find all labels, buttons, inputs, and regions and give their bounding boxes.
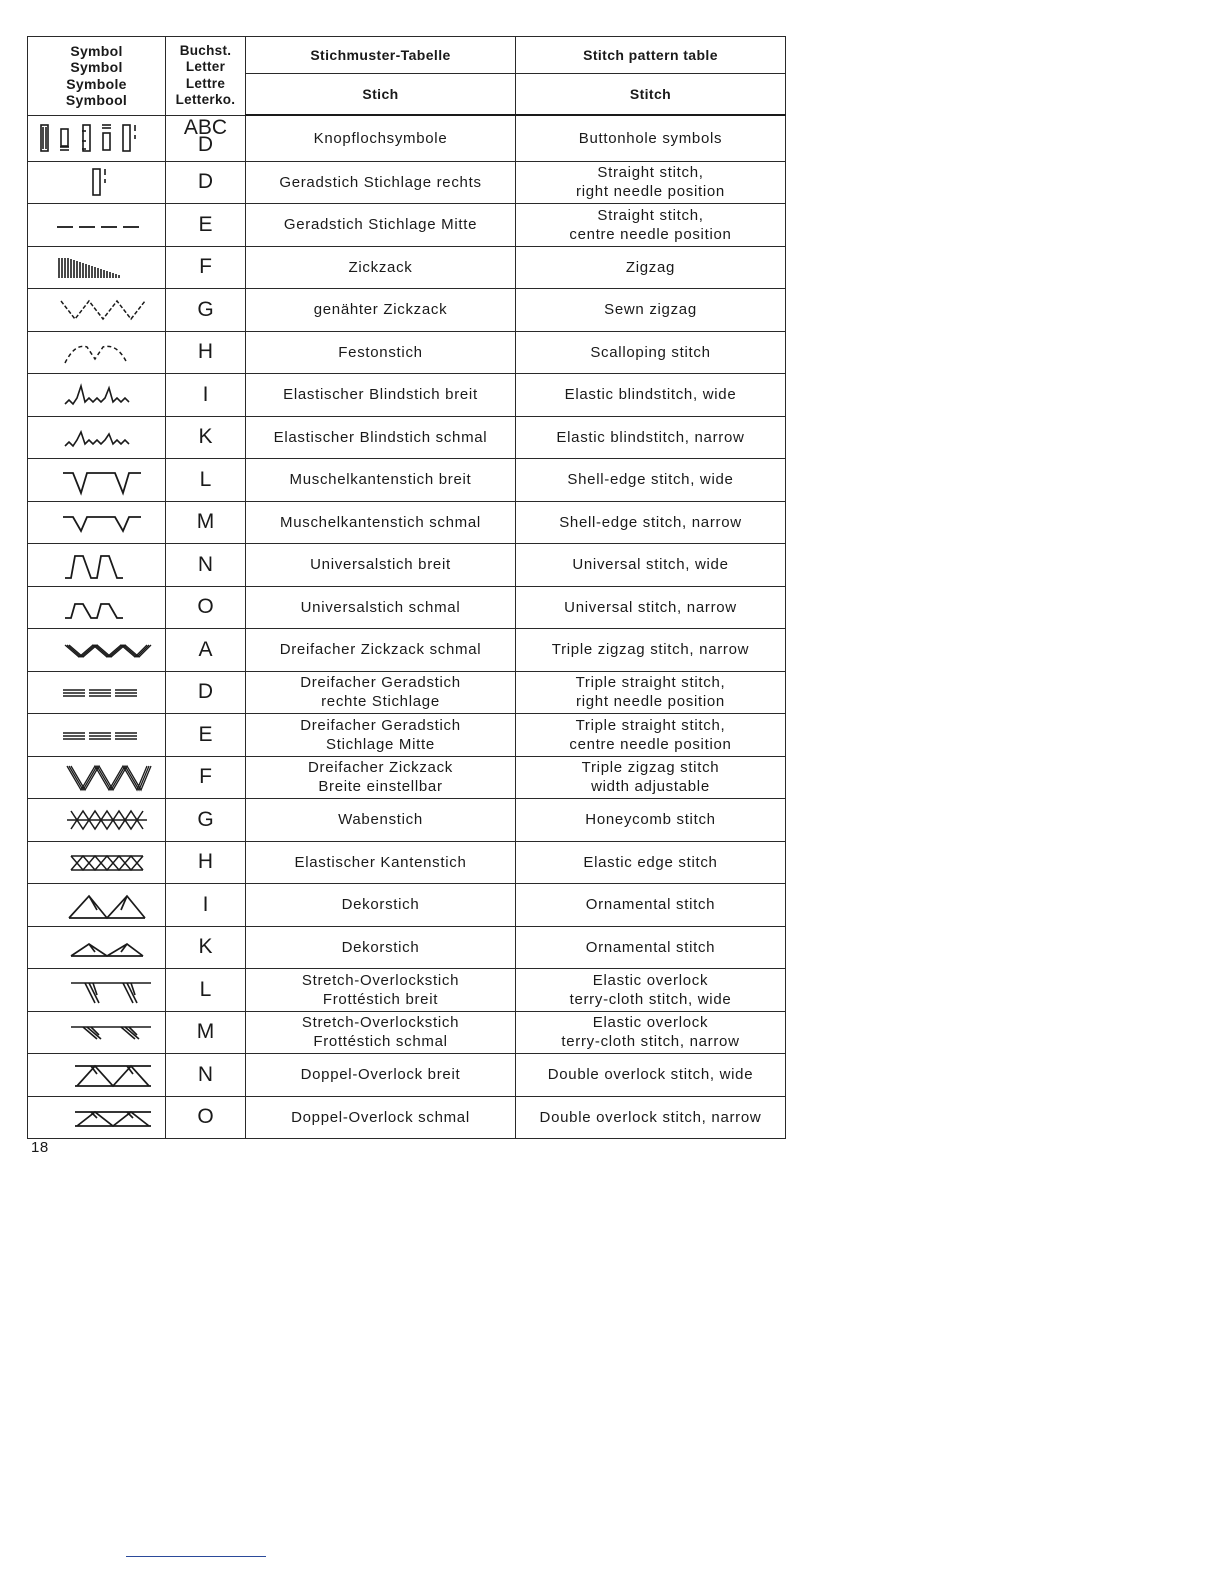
header-english-sub: Stitch	[516, 74, 786, 116]
table-row	[28, 416, 786, 459]
triple-zigzag-adjustable-icon	[35, 760, 159, 794]
table-row	[28, 841, 786, 884]
header-symbol-nl: Symbool	[65, 92, 128, 109]
english-cell	[516, 969, 786, 1012]
symbol-cell	[28, 544, 166, 587]
symbol-cell	[28, 501, 166, 544]
german-text: Muschelkantenstich schmal	[280, 513, 481, 531]
german-cell	[246, 115, 516, 161]
german-text: Elastischer Blindstich breit	[283, 386, 478, 404]
letter-cell: H	[166, 331, 246, 374]
symbol-cell	[28, 629, 166, 672]
german-cell	[246, 629, 516, 672]
english-text: Zigzag	[625, 258, 676, 276]
letter-cell: O	[166, 586, 246, 629]
english-cell	[516, 756, 786, 799]
letter-line: D	[197, 133, 214, 156]
english-cell	[516, 629, 786, 672]
letter-cell: D	[166, 671, 246, 714]
english-text: Universal stitch, narrow	[564, 598, 737, 616]
elastic-edge-icon	[35, 845, 159, 879]
german-cell	[246, 969, 516, 1012]
english-cell	[516, 586, 786, 629]
german-text: Geradstich Stichlage rechts	[279, 173, 482, 191]
symbol-cell	[28, 1096, 166, 1139]
header-symbol-en: Symbol	[70, 59, 123, 76]
german-text: Muschelkantenstich breit	[289, 471, 472, 489]
table-row	[28, 289, 786, 332]
english-text: Double overlock stitch, narrow	[539, 1108, 762, 1126]
header-german-sub: Stich	[246, 74, 516, 116]
english-text: terry-cloth stitch, narrow	[561, 1033, 740, 1051]
letter-cell: K	[166, 926, 246, 969]
header-symbol	[28, 37, 166, 116]
german-text: Universalstich breit	[310, 556, 451, 574]
symbol-cell	[28, 714, 166, 757]
symbol-cell	[28, 926, 166, 969]
english-cell	[516, 714, 786, 757]
german-text: Stretch-Overlockstich	[301, 971, 460, 989]
english-text: Straight stitch,	[597, 206, 704, 224]
german-text: Frottéstich schmal	[313, 1033, 448, 1051]
letter-cell: N	[166, 1054, 246, 1097]
german-text: Wabenstich	[338, 811, 423, 829]
zigzag-bars-icon	[35, 250, 159, 284]
header-english-title: Stitch pattern table	[516, 37, 786, 74]
table-row	[28, 926, 786, 969]
english-text: Buttonhole symbols	[578, 129, 723, 147]
header-letter-de: Buchst.	[179, 42, 232, 58]
english-cell	[516, 289, 786, 332]
german-text: Dreifacher Zickzack	[308, 759, 453, 777]
english-cell	[516, 374, 786, 417]
table-row	[28, 161, 786, 204]
german-cell	[246, 586, 516, 629]
table-row	[28, 1054, 786, 1097]
table-row	[28, 671, 786, 714]
straight-centre-icon	[35, 208, 159, 242]
english-cell	[516, 1011, 786, 1054]
german-cell	[246, 416, 516, 459]
table-row	[28, 969, 786, 1012]
honeycomb-icon	[35, 803, 159, 837]
letter-cell: F	[166, 246, 246, 289]
table-row	[28, 544, 786, 587]
english-cell	[516, 459, 786, 502]
double-overlock-wide-icon	[35, 1058, 159, 1092]
universal-wide-icon	[35, 548, 159, 582]
english-cell	[516, 161, 786, 204]
buttonhole-symbols-icon	[35, 119, 159, 157]
german-cell	[246, 1096, 516, 1139]
english-cell	[516, 204, 786, 247]
german-text: Breite einstellbar	[318, 778, 443, 796]
letter-cell: F	[166, 756, 246, 799]
symbol-cell	[28, 841, 166, 884]
table-row	[28, 586, 786, 629]
german-text: rechte Stichlage	[321, 693, 440, 711]
german-cell	[246, 501, 516, 544]
english-cell	[516, 841, 786, 884]
english-cell	[516, 246, 786, 289]
symbol-cell	[28, 289, 166, 332]
german-cell	[246, 246, 516, 289]
letter-cell: M	[166, 1011, 246, 1054]
table-row	[28, 799, 786, 842]
table-row	[28, 459, 786, 502]
letter-cell: K	[166, 416, 246, 459]
german-cell	[246, 204, 516, 247]
german-text: genähter Zickzack	[313, 301, 448, 319]
letter-cell	[166, 115, 246, 161]
english-cell	[516, 331, 786, 374]
english-text: Elastic overlock	[592, 1014, 709, 1032]
symbol-cell	[28, 416, 166, 459]
symbol-cell	[28, 459, 166, 502]
symbol-cell	[28, 1011, 166, 1054]
letter-cell: E	[166, 204, 246, 247]
english-cell	[516, 544, 786, 587]
table-row	[28, 629, 786, 672]
ornamental-flat-icon	[35, 930, 159, 964]
symbol-cell	[28, 799, 166, 842]
table-row	[28, 714, 786, 757]
table-row	[28, 331, 786, 374]
english-cell	[516, 1054, 786, 1097]
german-text: Stretch-Overlockstich	[301, 1014, 460, 1032]
german-cell	[246, 161, 516, 204]
german-text: Dreifacher Geradstich	[300, 674, 461, 692]
german-text: Doppel-Overlock schmal	[291, 1108, 470, 1126]
table-row	[28, 1011, 786, 1054]
symbol-cell	[28, 161, 166, 204]
letter-cell: I	[166, 374, 246, 417]
english-text: Triple zigzag stitch	[581, 759, 720, 777]
german-cell	[246, 799, 516, 842]
german-text: Dreifacher Zickzack schmal	[279, 641, 482, 659]
letter-cell: G	[166, 289, 246, 332]
german-text: Universalstich schmal	[300, 598, 461, 616]
english-text: right needle position	[576, 183, 725, 201]
english-cell	[516, 416, 786, 459]
letter-cell: G	[166, 799, 246, 842]
english-cell	[516, 799, 786, 842]
german-text: Knopflochsymbole	[313, 129, 448, 147]
header-letter	[166, 37, 246, 116]
english-text: Shell-edge stitch, wide	[567, 471, 734, 489]
english-text: Elastic overlock	[592, 971, 709, 989]
english-text: Triple straight stitch,	[575, 716, 726, 734]
table-row	[28, 204, 786, 247]
english-text: Shell-edge stitch, narrow	[559, 513, 742, 531]
letter-cell: I	[166, 884, 246, 927]
german-text: Dekorstich	[341, 896, 420, 914]
header-german-title: Stichmuster-Tabelle	[246, 37, 516, 74]
letter-cell: E	[166, 714, 246, 757]
german-text: Elastischer Blindstich schmal	[273, 428, 488, 446]
table-row	[28, 374, 786, 417]
german-text: Geradstich Stichlage Mitte	[283, 216, 478, 234]
german-text: Elastischer Kantenstich	[294, 853, 467, 871]
german-cell	[246, 1011, 516, 1054]
english-text: terry-cloth stitch, wide	[569, 990, 732, 1008]
german-text: Festonstich	[338, 343, 423, 361]
english-text: Elastic edge stitch	[583, 853, 718, 871]
german-cell	[246, 671, 516, 714]
triple-straight-right-icon	[35, 675, 159, 709]
german-text: Zickzack	[348, 258, 413, 276]
overlock-terry-wide-icon	[35, 973, 159, 1007]
german-cell	[246, 289, 516, 332]
footer-rule	[126, 1556, 266, 1557]
letter-cell: N	[166, 544, 246, 587]
triple-straight-centre-icon	[35, 718, 159, 752]
symbol-cell	[28, 246, 166, 289]
table-row	[28, 1096, 786, 1139]
german-cell	[246, 459, 516, 502]
symbol-cell	[28, 1054, 166, 1097]
english-text: Triple zigzag stitch, narrow	[551, 641, 750, 659]
letter-cell: L	[166, 459, 246, 502]
header-letter-fr: Lettre	[185, 75, 226, 91]
english-cell	[516, 671, 786, 714]
english-text: Ornamental stitch	[585, 938, 716, 956]
english-cell	[516, 501, 786, 544]
english-text: Elastic blindstitch, narrow	[556, 428, 745, 446]
letter-line: ABC	[183, 116, 228, 139]
english-text: centre needle position	[569, 225, 732, 243]
letter-stack	[183, 116, 228, 156]
german-cell	[246, 926, 516, 969]
german-text: Dreifacher Geradstich	[300, 716, 461, 734]
letter-cell: A	[166, 629, 246, 672]
german-cell	[246, 714, 516, 757]
symbol-cell	[28, 671, 166, 714]
symbol-cell	[28, 586, 166, 629]
header-symbol-fr: Symbole	[66, 75, 127, 92]
shell-edge-wide-icon	[35, 463, 159, 497]
english-text: Sewn zigzag	[604, 301, 697, 319]
straight-right-icon	[35, 165, 159, 199]
english-text: Straight stitch,	[597, 164, 704, 182]
header-letter-en: Letter	[185, 59, 226, 75]
english-cell	[516, 115, 786, 161]
double-overlock-narrow-icon	[35, 1100, 159, 1134]
symbol-cell	[28, 115, 166, 161]
german-cell	[246, 331, 516, 374]
german-cell	[246, 841, 516, 884]
symbol-cell	[28, 969, 166, 1012]
shell-edge-narrow-icon	[35, 505, 159, 539]
stitch-pattern-table	[27, 36, 786, 1139]
german-cell	[246, 544, 516, 587]
letter-cell: M	[166, 501, 246, 544]
german-text: Dekorstich	[341, 938, 420, 956]
english-text: Ornamental stitch	[585, 896, 716, 914]
german-cell	[246, 756, 516, 799]
english-text: centre needle position	[569, 735, 732, 753]
blindstitch-narrow-icon	[35, 420, 159, 454]
german-text: Frottéstich breit	[322, 990, 439, 1008]
table-row	[28, 756, 786, 799]
letter-cell: D	[166, 161, 246, 204]
english-text: Elastic blindstitch, wide	[564, 386, 737, 404]
header-letter-nl: Letterko.	[175, 92, 236, 108]
symbol-cell	[28, 204, 166, 247]
english-text: Double overlock stitch, wide	[547, 1066, 754, 1084]
universal-narrow-icon	[35, 590, 159, 624]
symbol-cell	[28, 374, 166, 417]
symbol-cell	[28, 331, 166, 374]
sewn-zigzag-icon	[35, 293, 159, 327]
english-text: right needle position	[576, 693, 725, 711]
overlock-terry-narrow-icon	[35, 1015, 159, 1049]
symbol-cell	[28, 884, 166, 927]
letter-cell: H	[166, 841, 246, 884]
table-row	[28, 115, 786, 161]
letter-cell: L	[166, 969, 246, 1012]
german-cell	[246, 884, 516, 927]
scallop-icon	[35, 335, 159, 369]
german-text: Doppel-Overlock breit	[300, 1066, 461, 1084]
english-cell	[516, 926, 786, 969]
header-symbol-de: Symbol	[70, 42, 123, 59]
english-cell	[516, 884, 786, 927]
english-text: Triple straight stitch,	[575, 674, 726, 692]
page-number: 18	[31, 1139, 49, 1156]
triple-zigzag-narrow-icon	[35, 633, 159, 667]
table-row	[28, 501, 786, 544]
symbol-cell	[28, 756, 166, 799]
german-cell	[246, 1054, 516, 1097]
english-cell	[516, 1096, 786, 1139]
german-text: Stichlage Mitte	[326, 735, 435, 753]
blindstitch-wide-icon	[35, 378, 159, 412]
german-cell	[246, 374, 516, 417]
english-text: Scalloping stitch	[590, 343, 711, 361]
letter-cell: O	[166, 1096, 246, 1139]
table-row	[28, 884, 786, 927]
ornamental-tall-icon	[35, 888, 159, 922]
table-row	[28, 246, 786, 289]
english-text: Universal stitch, wide	[572, 556, 729, 574]
english-text: width adjustable	[591, 778, 710, 796]
english-text: Honeycomb stitch	[585, 811, 716, 829]
